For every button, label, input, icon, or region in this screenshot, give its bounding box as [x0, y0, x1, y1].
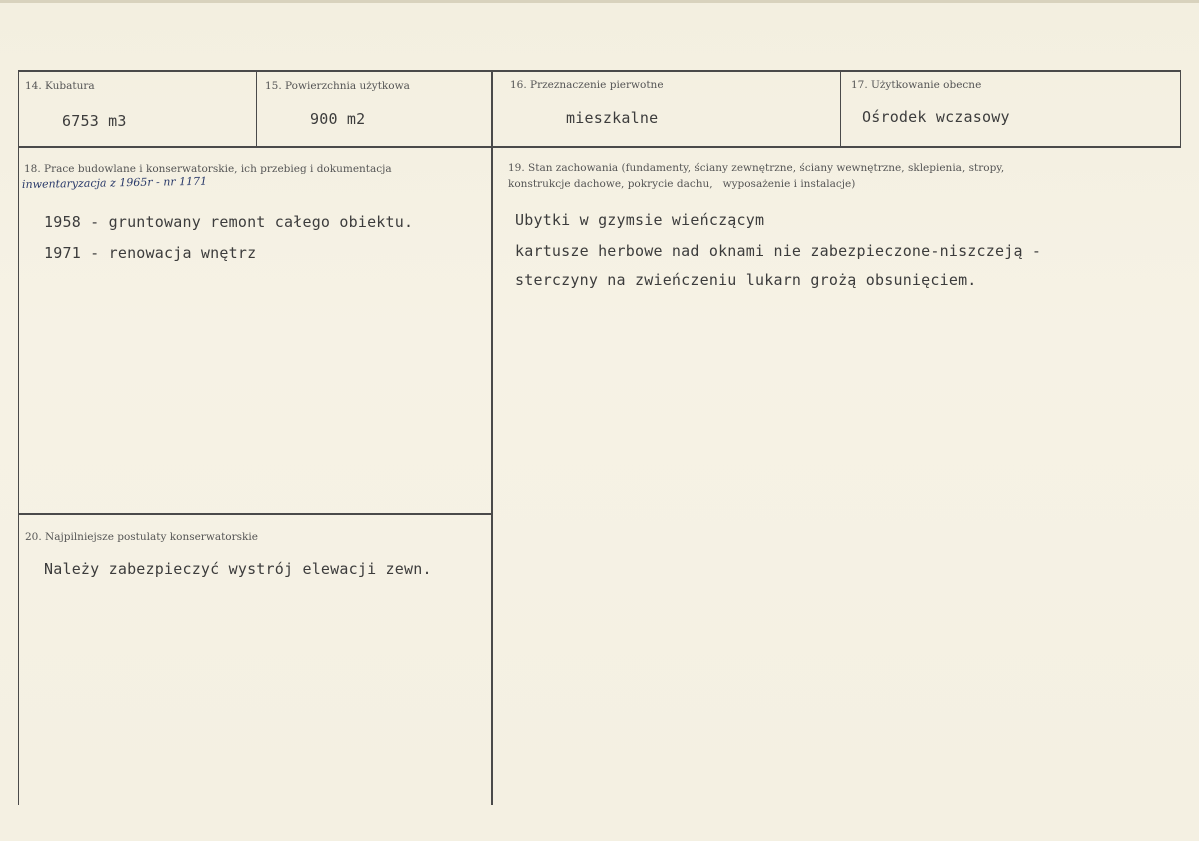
section20-top-line	[18, 513, 491, 515]
top-border-line	[18, 70, 1181, 72]
stan-line-2: kartusze herbowe nad oknami nie zabezpieczone-niszczeją -	[515, 242, 1042, 260]
przeznaczenie-value: mieszkalne	[566, 109, 659, 127]
postulaty-value: Należy zabezpieczyć wystrój elewacji zewn.	[44, 560, 432, 578]
prace-line-1: 1958 - gruntowany remont całego obiektu.	[44, 213, 414, 231]
handwritten-note: inwentaryzacja z 1965r - nr 1171	[21, 174, 208, 191]
divider-16-17	[840, 70, 841, 148]
prace-line-2: 1971 - renowacja wnętrz	[44, 244, 257, 262]
uzytkowanie-label: 17. Użytkowanie obecne	[851, 79, 982, 91]
divider-14-15	[256, 70, 257, 148]
page-top-edge	[0, 0, 1199, 3]
divider-15-16	[491, 70, 493, 805]
right-border-line	[1180, 70, 1181, 148]
uzytkowanie-value: Ośrodek wczasowy	[862, 108, 1010, 126]
row1-bottom-line	[18, 146, 1181, 148]
przeznaczenie-label: 16. Przeznaczenie pierwotne	[510, 79, 664, 91]
stan-label-line-2: konstrukcje dachowe, pokrycie dachu, wyposażenie i instalacje)	[508, 178, 856, 190]
kubatura-label: 14. Kubatura	[25, 80, 95, 92]
powierzchnia-label: 15. Powierzchnia użytkowa	[265, 80, 410, 92]
stan-label-line-1: 19. Stan zachowania (fundamenty, ściany zewnętrzne, ściany wewnętrzne, sklepienia, stropy,	[508, 162, 1005, 174]
prace-label: 18. Prace budowlane i konserwatorskie, ich przebieg i dokumentacja	[24, 163, 392, 175]
postulaty-label: 20. Najpilniejsze postulaty konserwatorskie	[25, 531, 258, 543]
kubatura-value: 6753 m3	[62, 112, 127, 130]
stan-line-1: Ubytki w gzymsie wieńczącym	[515, 211, 765, 229]
left-border-line	[18, 70, 19, 805]
stan-line-3: sterczyny na zwieńczeniu lukarn grożą obsunięciem.	[515, 271, 977, 289]
powierzchnia-value: 900 m2	[310, 110, 366, 128]
